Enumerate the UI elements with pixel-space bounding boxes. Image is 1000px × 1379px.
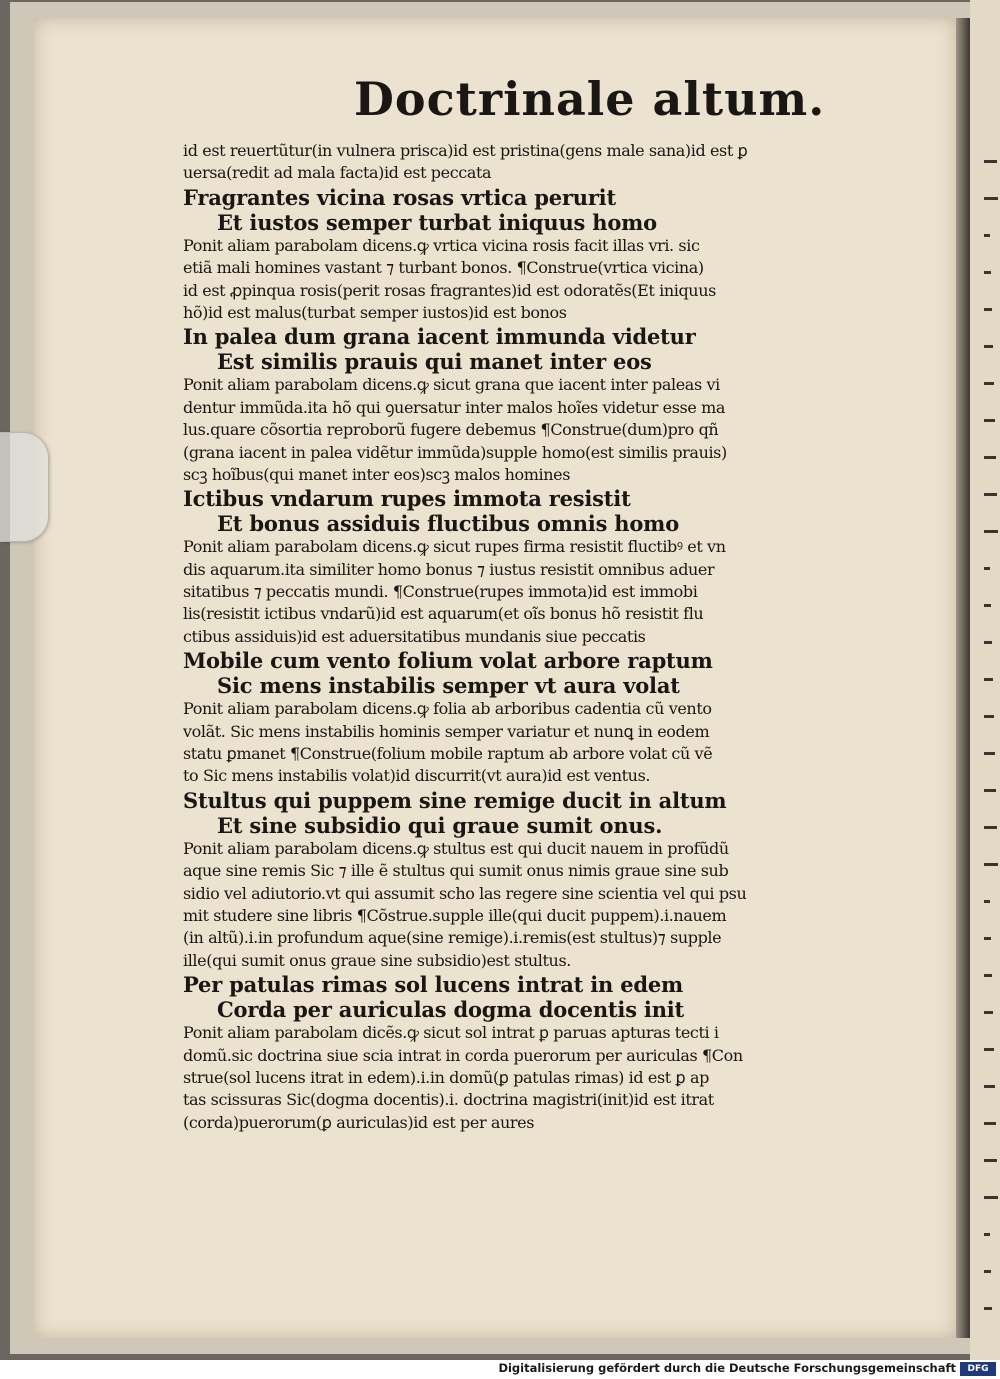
- gloss-line: lis(resistit ictibus vndarũ)id est aquarum(et oĩs bonus hõ resistit flu: [183, 604, 704, 624]
- gloss-line: ille(qui sumit onus graue sine subsidio)est stultus.: [183, 950, 571, 970]
- verse-line: Et sine subsidio qui graue sumit onus.: [217, 812, 663, 838]
- facing-page-glyph: [984, 1085, 995, 1088]
- gloss-line: hõ)id est malus(turbat semper iustos)id est bonos: [183, 302, 567, 322]
- gloss-line: Ponit aliam parabolam dicens.ꝙ folia ab arboribus cadentia cũ vento: [183, 699, 712, 719]
- gloss-line: Ponit aliam parabolam dicens.ꝙ vrtica vicina rosis facit illas vri. sic: [183, 235, 700, 255]
- facing-page-glyph: [984, 419, 995, 422]
- footer-credit: Digitalisierung gefördert durch die Deutsche Forschungsgemeinschaft: [498, 1361, 956, 1375]
- facing-page-glyph: [984, 1307, 992, 1310]
- facing-page-glyph: [984, 197, 998, 200]
- verse-line: Ictibus vndarum rupes immota resistit: [183, 486, 631, 512]
- gloss-line: (in altũ).i.in profundum aque(sine remige).i.remis(est stultus)⁊ supple: [183, 928, 722, 948]
- gloss-line: sidio vel adiutorio.vt qui assumit scho las regere sine scientia vel qui psu: [183, 883, 747, 903]
- verse-line: Est similis prauis qui manet inter eos: [217, 349, 652, 375]
- page-gutter: [956, 18, 970, 1338]
- body-text: [183, 140, 823, 1134]
- verse-line: Fragrantes vicina rosas vrtica perurit: [183, 184, 616, 210]
- facing-page-glyph: [984, 604, 991, 607]
- facing-page-glyph: [984, 345, 993, 348]
- facing-page-glyph: [984, 752, 995, 755]
- gloss-line: statu ꝑmanet ¶Construe(folium mobile raptum ab arbore volat cũ vẽ: [183, 744, 713, 764]
- gloss-line: uersa(redit ad mala facta)id est peccata: [183, 163, 492, 183]
- facing-page-glyph: [984, 1048, 994, 1051]
- dfg-logo-icon: DFG: [960, 1362, 996, 1376]
- facing-page-glyph: [984, 493, 997, 496]
- footer-bar: [0, 1360, 1000, 1379]
- facing-page-glyph: [984, 530, 998, 533]
- gloss-line: to Sic mens instabilis volat)id discurrit(vt aura)id est ventus.: [183, 766, 651, 786]
- gloss-line: domũ.sic doctrina siue scia intrat in corda puerorum per auriculas ¶Con: [183, 1045, 743, 1065]
- facing-page-glyph: [984, 863, 998, 866]
- facing-page-glyph: [984, 974, 992, 977]
- gloss-line: Ponit aliam parabolam dicens.ꝙ sicut grana que iacent inter paleas vi: [183, 375, 720, 395]
- gloss-line: Ponit aliam parabolam dicẽs.ꝙ sicut sol intrat ꝑ paruas apturas tecti i: [183, 1023, 719, 1043]
- gloss-line: id est reuertũtur(in vulnera prisca)id est pristina(gens male sana)id est ꝑ: [183, 141, 748, 160]
- gloss-line: sitatibus ⁊ peccatis mundi. ¶Construe(rupes immota)id est immobi: [183, 582, 698, 602]
- facing-page-glyph: [984, 234, 990, 237]
- gloss-line: Ponit aliam parabolam dicens.ꝙ sicut rupes firma resistit fluctibꝰ et vn: [183, 537, 726, 557]
- facing-page-glyph: [984, 937, 991, 940]
- facing-page-glyph: [984, 308, 992, 311]
- gloss-line: id est ꝓpinqua rosis(perit rosas fragrantes)id est odoratẽs(Et iniquus: [183, 280, 716, 300]
- gloss-line: aque sine remis Sic ⁊ ille ẽ stultus qui sumit onus nimis graue sine sub: [183, 861, 729, 881]
- gloss-line: etiã mali homines vastant ⁊ turbant bonos. ¶Construe(vrtica vicina): [183, 258, 704, 278]
- verse-line: Stultus qui puppem sine remige ducit in altum: [183, 787, 727, 813]
- verse-line: Mobile cum vento folium volat arbore raptum: [183, 648, 713, 674]
- facing-page-glyph: [984, 826, 997, 829]
- verse-line: Et iustos semper turbat iniquus homo: [217, 209, 657, 235]
- facing-page-glyph: [984, 715, 994, 718]
- facing-page-glyph: [984, 160, 997, 163]
- facing-page-glyph: [984, 271, 991, 274]
- facing-page-glyph: [984, 1233, 990, 1236]
- facing-page-glyph: [984, 1270, 991, 1273]
- gloss-line: ctibus assiduis)id est aduersitatibus mundanis siue peccatis: [183, 626, 646, 646]
- gloss-line: (grana iacent in palea vidẽtur immũda)supple homo(est similis prauis): [183, 442, 727, 462]
- verse-line: Sic mens instabilis semper vt aura volat: [217, 673, 680, 699]
- page-title: Doctrinale altum.: [354, 72, 826, 126]
- gloss-line: dentur immũda.ita hõ qui ꝯuersatur inter malos hoĩes videtur esse ma: [183, 397, 726, 417]
- gloss-line: dis aquarum.ita similiter homo bonus ⁊ iustus resistit omnibus aduer: [183, 559, 715, 579]
- facing-page-glyph: [984, 789, 996, 792]
- facing-page-glyph: [984, 456, 996, 459]
- facing-page-glyph: [984, 382, 994, 385]
- gloss-line: tas scissuras Sic(dogma docentis).i. doctrina magistri(init)id est itrat: [183, 1090, 714, 1110]
- facing-page-glyph: [984, 900, 990, 903]
- facing-page-edge: [970, 0, 1000, 1360]
- facing-page-glyph: [984, 1122, 996, 1125]
- gloss-line: volãt. Sic mens instabilis hominis semper variatur et nunꝗ in eodem: [183, 721, 710, 741]
- facing-page-glyph: [984, 1011, 993, 1014]
- gloss-line: strue(sol lucens itrat in edem).i.in domũ(ꝑ patulas rimas) id est ꝑ ap: [183, 1067, 709, 1087]
- facing-page-glyph: [984, 678, 993, 681]
- verse-line: In palea dum grana iacent immunda videtur: [183, 324, 696, 350]
- verse-line: Et bonus assiduis fluctibus omnis homo: [217, 511, 680, 537]
- page-clip: [0, 432, 49, 542]
- verse-line: Per patulas rimas sol lucens intrat in edem: [183, 972, 684, 998]
- facing-page-glyph: [984, 567, 990, 570]
- gloss-line: scꝫ hoĩbus(qui manet inter eos)scꝫ malos homines: [183, 464, 571, 484]
- facing-page-glyph: [984, 1159, 997, 1162]
- gloss-line: (corda)puerorum(ꝑ auriculas)id est per aures: [183, 1112, 535, 1132]
- gloss-line: mit studere sine libris ¶Cõstrue.supple ille(qui ducit puppem).i.nauem: [183, 905, 727, 925]
- facing-page-glyph: [984, 641, 992, 644]
- gloss-line: Ponit aliam parabolam dicens.ꝙ stultus est qui ducit nauem in profũdũ: [183, 838, 729, 858]
- facing-page-glyph: [984, 1196, 998, 1199]
- verse-line: Corda per auriculas dogma docentis init: [217, 997, 685, 1023]
- gloss-line: lus.quare cõsortia reproborũ fugere debemus ¶Construe(dum)pro qñ: [183, 420, 719, 440]
